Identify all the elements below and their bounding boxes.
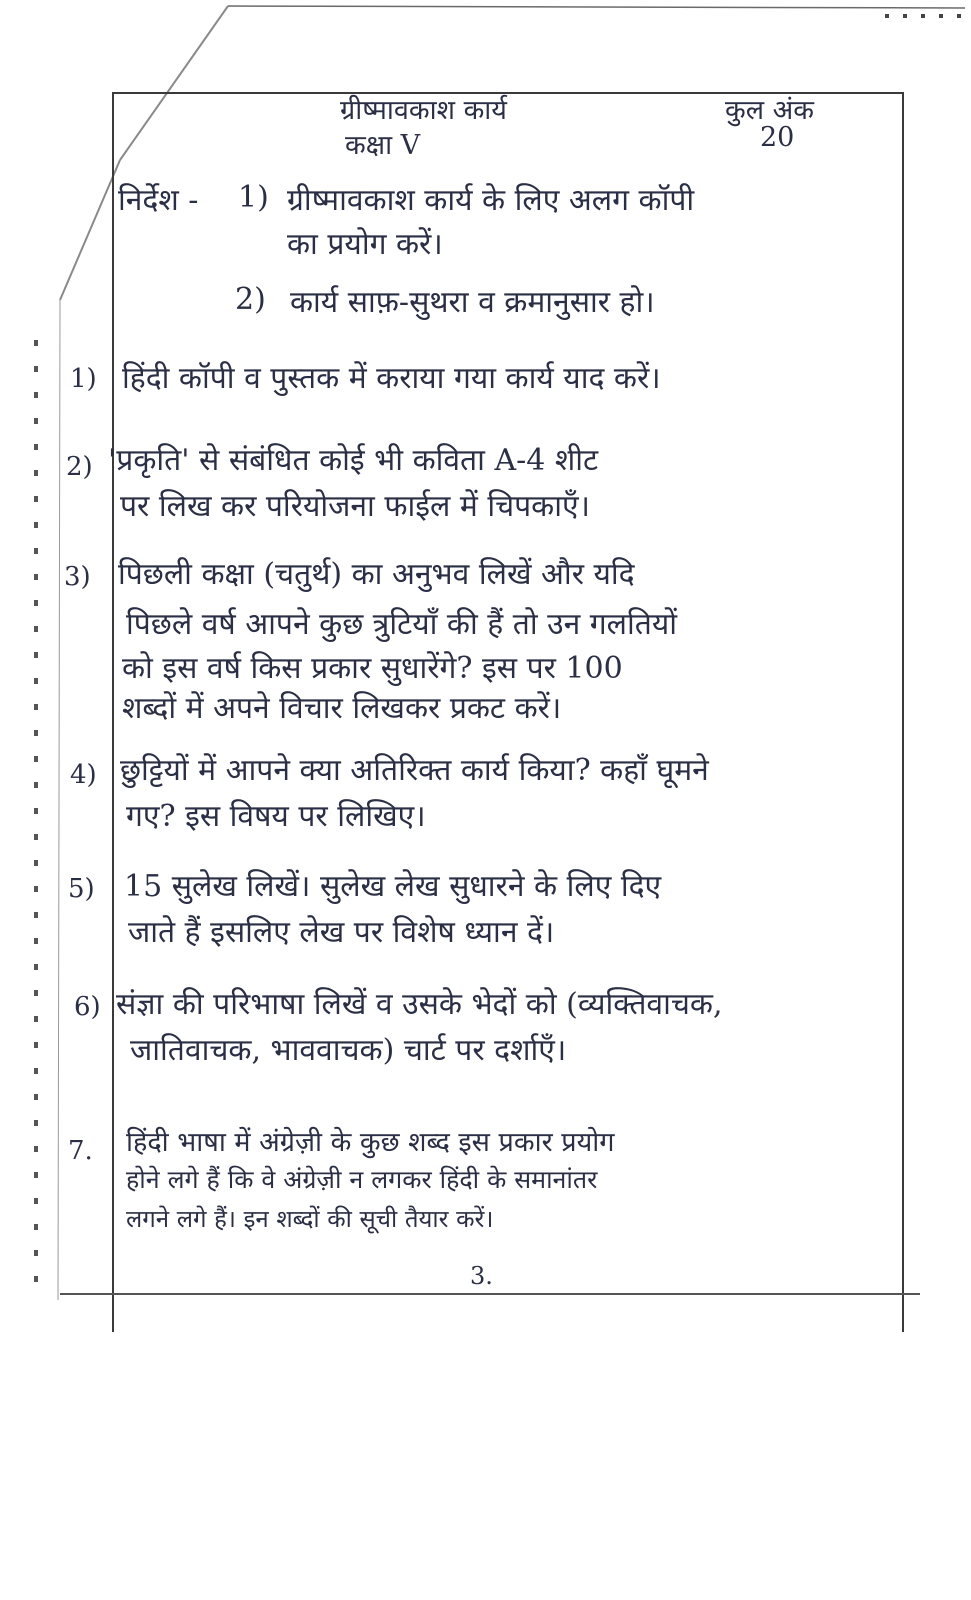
- question-text: पर लिख कर परियोजना फाईल में चिपकाएँ।: [120, 489, 590, 524]
- question-text: हिंदी भाषा में अंग्रेज़ी के कुछ शब्द इस प्रकार प्रयोग: [126, 1127, 615, 1158]
- question-text: शब्दों में अपने विचार लिखकर प्रकट करें।: [122, 691, 562, 726]
- question-text: 'प्रकृति' से संबंधित कोई भी कविता A-4 शीट: [108, 443, 599, 478]
- instruction-number: 2): [235, 282, 266, 317]
- question-text: हिंदी कॉपी व पुस्तक में कराया गया कार्य याद करें।: [122, 361, 661, 396]
- total-marks-label: कुल अंक: [725, 95, 814, 126]
- question-number: 1): [70, 364, 97, 394]
- frame-left-line: [112, 92, 114, 1332]
- question-text: जाते हैं इसलिए लेख पर विशेष ध्यान दें।: [128, 915, 555, 950]
- question-number: 6): [74, 992, 101, 1022]
- question-text: छुट्टियों में आपने क्या अतिरिक्त कार्य किया? कहाँ घूमने: [120, 753, 709, 788]
- margin-dots: [34, 340, 38, 1300]
- question-text: गए? इस विषय पर लिखिए।: [126, 799, 426, 834]
- instruction-text: कार्य साफ़-सुथरा व क्रमानुसार हो।: [290, 285, 655, 320]
- question-number: 2): [66, 452, 93, 482]
- total-marks-value: 20: [760, 122, 795, 153]
- question-number: 3): [64, 562, 91, 592]
- question-text: संज्ञा की परिभाषा लिखें व उसके भेदों को (व्यक्तिवाचक,: [116, 987, 723, 1022]
- question-number: 4): [70, 760, 97, 790]
- instructions-label: निर्देश -: [118, 183, 199, 218]
- top-dots: [885, 14, 965, 18]
- question-text: 15 सुलेख लिखें। सुलेख लेख सुधारने के लिए दिए: [124, 869, 662, 904]
- instruction-text: ग्रीष्मावकाश कार्य के लिए अलग कॉपी: [287, 183, 695, 218]
- question-text: लगने लगे हैं। इन शब्दों की सूची तैयार करें।: [126, 1205, 494, 1233]
- question-text: को इस वर्ष किस प्रकार सुधारेंगे? इस पर 100: [122, 651, 623, 686]
- class-label: कक्षा V: [345, 130, 421, 161]
- question-text: जातिवाचक, भाववाचक) चार्ट पर दर्शाएँ।: [130, 1033, 567, 1068]
- page-number: 3.: [470, 1262, 493, 1290]
- instruction-text: का प्रयोग करें।: [287, 227, 443, 262]
- question-text: पिछली कक्षा (चतुर्थ) का अनुभव लिखें और यदि: [118, 557, 635, 592]
- question-number: 7.: [68, 1136, 93, 1166]
- instruction-number: 1): [238, 180, 269, 215]
- question-text: होने लगे हैं कि वे अंग्रेज़ी न लगकर हिंदी के समानांतर: [126, 1165, 598, 1194]
- document-title: ग्रीष्मावकाश कार्य: [340, 95, 507, 126]
- frame-right-line: [902, 92, 904, 1332]
- question-number: 5): [68, 874, 95, 904]
- question-text: पिछले वर्ष आपने कुछ त्रुटियाँ की हैं तो उन गलतियों: [126, 607, 678, 642]
- frame-bottom-line: [60, 1293, 920, 1295]
